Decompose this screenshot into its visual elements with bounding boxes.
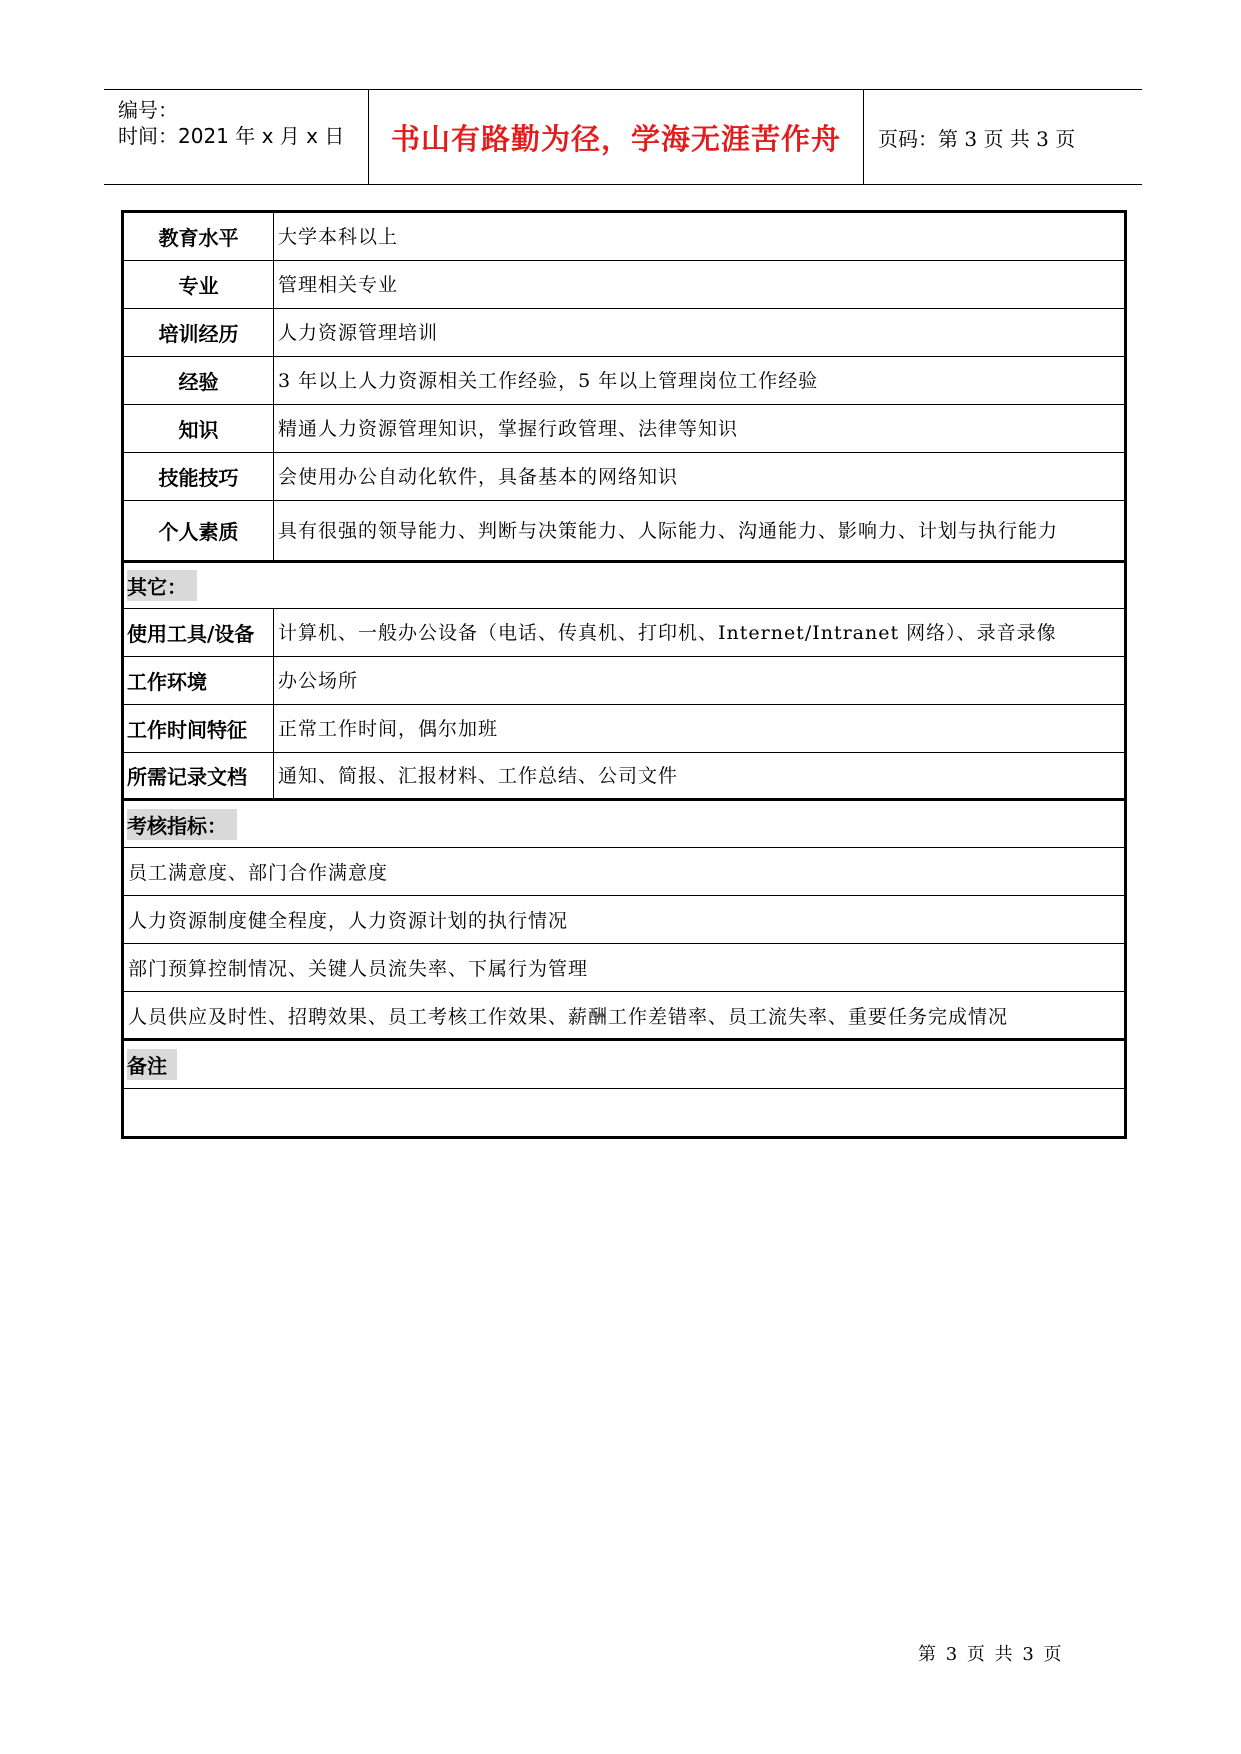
row-label: 个人素质 (124, 501, 274, 560)
table-row (124, 309, 1124, 357)
section-title: 考核指标： (127, 809, 237, 840)
table-row (124, 501, 1124, 563)
list-item (124, 848, 1124, 896)
table-row (124, 213, 1124, 261)
row-value: 通知、简报、汇报材料、工作总结、公司文件 (278, 764, 679, 787)
kpi-item: 员工满意度、部门合作满意度 (128, 862, 389, 884)
row-value: 会使用办公自动化软件，具备基本的网络知识 (278, 465, 679, 488)
row-value: 大学本科以上 (278, 225, 399, 248)
row-value: 人力资源管理培训 (278, 321, 439, 344)
section-title: 备注 (127, 1049, 177, 1080)
document-number-label: 编号： (118, 98, 178, 122)
row-label: 使用工具/设备 (124, 609, 274, 656)
list-item (124, 992, 1124, 1041)
row-value: 正常工作时间，偶尔加班 (278, 717, 499, 740)
section-header-other (124, 563, 1124, 609)
list-item (124, 896, 1124, 944)
table-row (124, 357, 1124, 405)
list-item (124, 944, 1124, 992)
row-label: 工作环境 (124, 657, 274, 704)
row-value: 具有很强的领导能力、判断与决策能力、人际能力、沟通能力、影响力、计划与执行能力 (278, 519, 1059, 542)
section-header-kpi (124, 801, 1124, 848)
remarks-content (124, 1089, 1124, 1136)
row-label: 知识 (124, 405, 274, 452)
kpi-item: 部门预算控制情况、关键人员流失率、下属行为管理 (128, 958, 589, 980)
table-row (124, 453, 1124, 501)
row-label: 技能技巧 (124, 453, 274, 500)
row-value: 3 年以上人力资源相关工作经验，5 年以上管理岗位工作经验 (278, 369, 819, 392)
row-label: 教育水平 (124, 213, 274, 260)
remarks-content-row (124, 1089, 1124, 1136)
job-requirements-table (121, 210, 1127, 1139)
row-label: 经验 (124, 357, 274, 404)
table-row (124, 609, 1124, 657)
page-footer: 第 3 页 共 3 页 (918, 1644, 1064, 1665)
header-motto (369, 90, 864, 184)
document-time-label: 时间：2021 年 x 月 x 日 (118, 124, 345, 148)
row-value: 办公场所 (278, 669, 359, 692)
header-meta (104, 90, 369, 184)
table-row (124, 753, 1124, 801)
kpi-item: 人员供应及时性、招聘效果、员工考核工作效果、薪酬工作差错率、员工流失率、重要任务完成情况 (128, 1005, 1009, 1028)
row-value: 管理相关专业 (278, 273, 399, 296)
table-row (124, 405, 1124, 453)
table-row (124, 705, 1124, 753)
row-label: 专业 (124, 261, 274, 308)
row-value: 精通人力资源管理知识，掌握行政管理、法律等知识 (278, 417, 739, 440)
row-value: 计算机、一般办公设备（电话、传真机、打印机、Internet/Intranet 网络）、录音录像 (278, 621, 1057, 644)
table-row (124, 261, 1124, 309)
row-label: 培训经历 (124, 309, 274, 356)
section-header-remarks (124, 1041, 1124, 1089)
section-title: 其它： (127, 570, 197, 601)
row-label: 所需记录文档 (124, 753, 274, 798)
table-row (124, 657, 1124, 705)
header-page-number: 页码：第 3 页 共 3 页 (878, 126, 1076, 151)
kpi-item: 人力资源制度健全程度，人力资源计划的执行情况 (128, 910, 569, 932)
row-label: 工作时间特征 (124, 705, 274, 752)
page-header (104, 89, 1142, 185)
motto-text: 书山有路勤为径，学海无涯苦作舟 (390, 121, 841, 156)
